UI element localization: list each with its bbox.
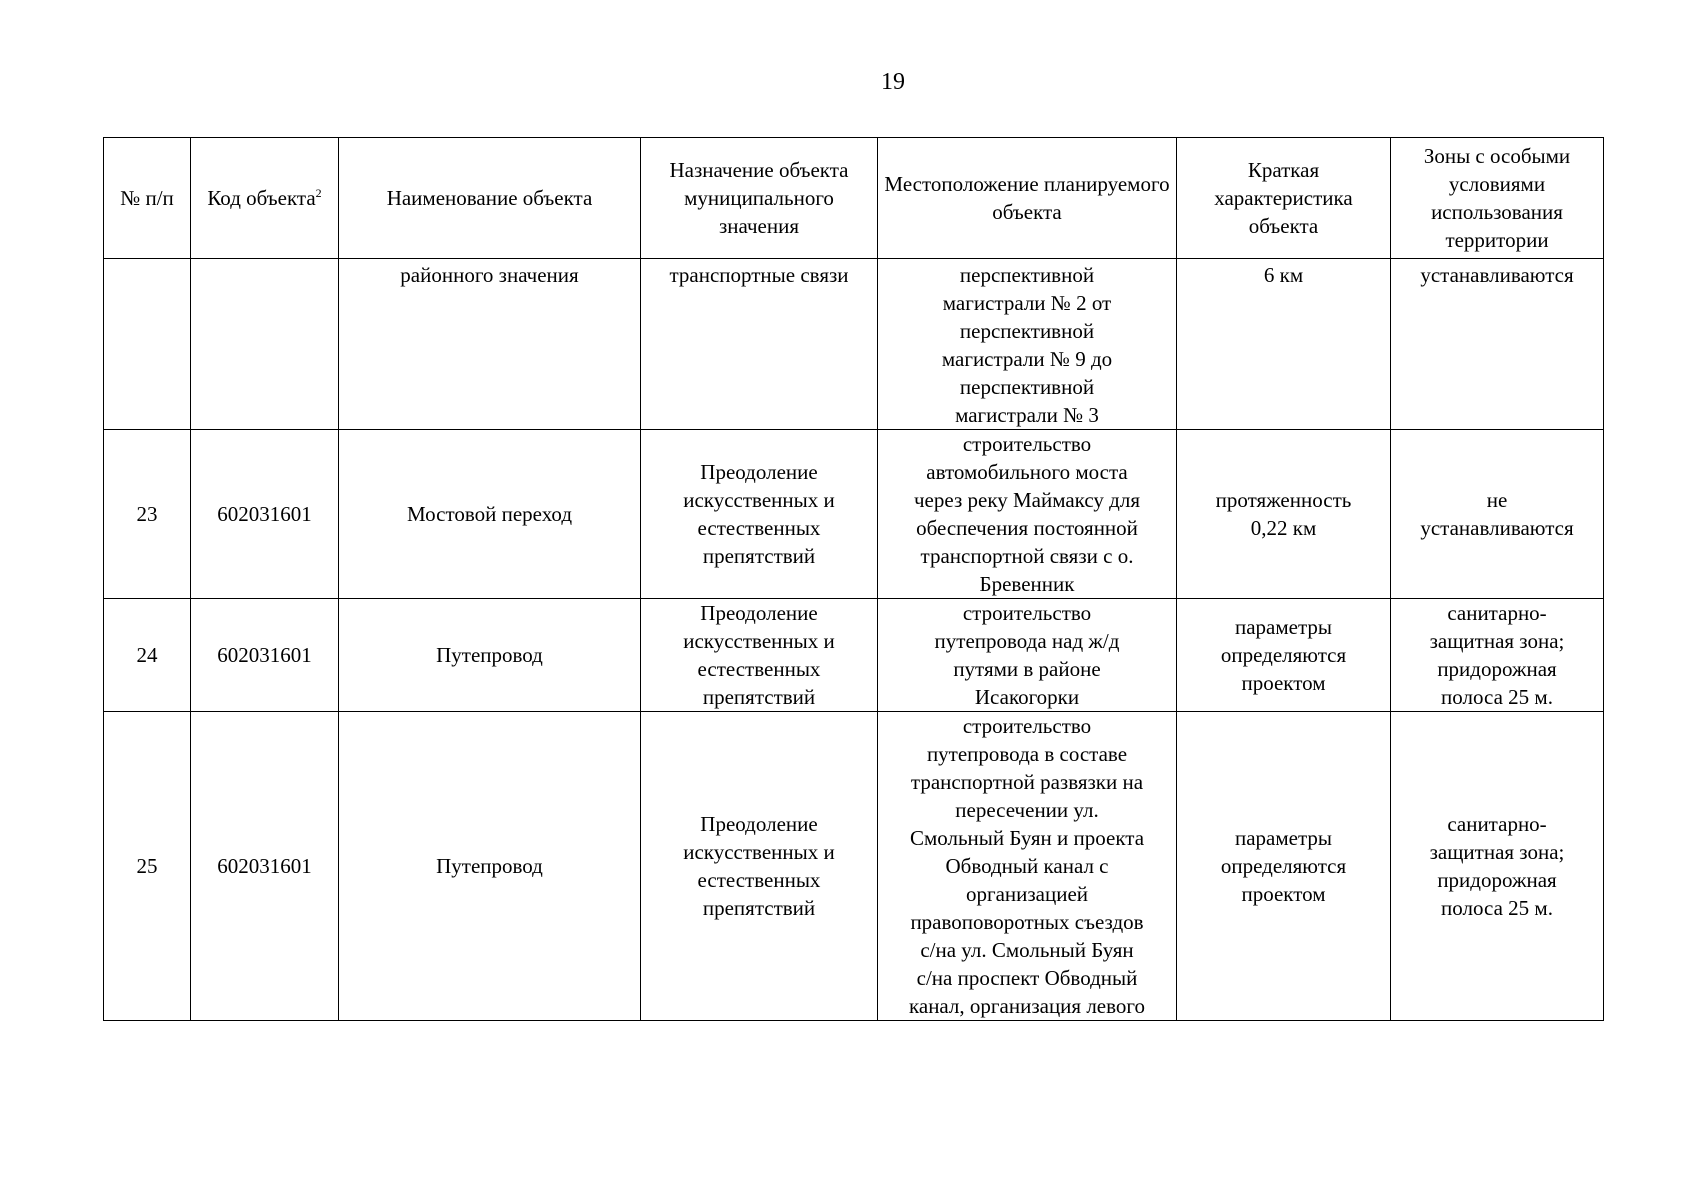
cell-name: Мостовой переход [339,430,641,599]
cell-location: перспективной магистрали № 2 от перспективной магистрали № 9 до перспективной магистрали № 3 [878,259,1177,430]
header-zones: Зоны с особыми условиями использования территории [1391,138,1604,259]
header-name: Наименование объекта [339,138,641,259]
cell-purpose: Преодоление искусственных и естественных препятствий [641,430,878,599]
cell-purpose: транспортные связи [641,259,878,430]
cell-location: строительство путепровода над ж/д путями в районе Исакогорки [878,599,1177,712]
cell-name: районного значения [339,259,641,430]
cell-zones: санитарно- защитная зона; придорожная полоса 25 м. [1391,712,1604,1021]
cell-name: Путепровод [339,712,641,1021]
cell-characteristic: 6 км [1177,259,1391,430]
cell-characteristic: параметры определяются проектом [1177,599,1391,712]
header-characteristic: Краткая характеристика объекта [1177,138,1391,259]
header-code: Код объекта$^2$ [191,138,339,259]
header-location: Местоположение планируемого объекта [878,138,1177,259]
cell-purpose: Преодоление искусственных и естественных препятствий [641,712,878,1021]
cell-purpose: Преодоление искусственных и естественных препятствий [641,599,878,712]
cell-characteristic: параметры определяются проектом [1177,712,1391,1021]
table-row [104,599,1604,712]
table-row [104,712,1604,1021]
cell-name: Путепровод [339,599,641,712]
cell-num: 25 [104,712,191,1021]
cell-zones: устанавливаются [1391,259,1604,430]
cell-num: 23 [104,430,191,599]
cell-zones: санитарно- защитная зона; придорожная полоса 25 м. [1391,599,1604,712]
cell-characteristic: протяженность 0,22 км [1177,430,1391,599]
footnote-mark: 2 [315,186,322,200]
cell-code: 602031601 [191,430,339,599]
cell-code [191,259,339,430]
cell-num [104,259,191,430]
cell-num: 24 [104,599,191,712]
table-row [104,430,1604,599]
cell-location: строительство путепровода в составе транспортной развязки на пересечении ул. Смольный Буян и проекта Обводный канал с организацией правоповоротных съездов с/на ул. Смольный Буян с/на проспект Обводный канал, организация левого [878,712,1177,1021]
cell-location: строительство автомобильного моста через реку Маймаксу для обеспечения постоянной транспортной связи с о. Бревенник [878,430,1177,599]
page-number: 19 [881,69,905,95]
cell-code: 602031601 [191,599,339,712]
cell-code: 602031601 [191,712,339,1021]
table-row [104,259,1604,430]
objects-table [103,137,1604,1021]
header-num: № п/п [104,138,191,259]
table-header-row [104,138,1604,259]
header-purpose: Назначение объекта муниципального значения [641,138,878,259]
cell-zones: не устанавливаются [1391,430,1604,599]
